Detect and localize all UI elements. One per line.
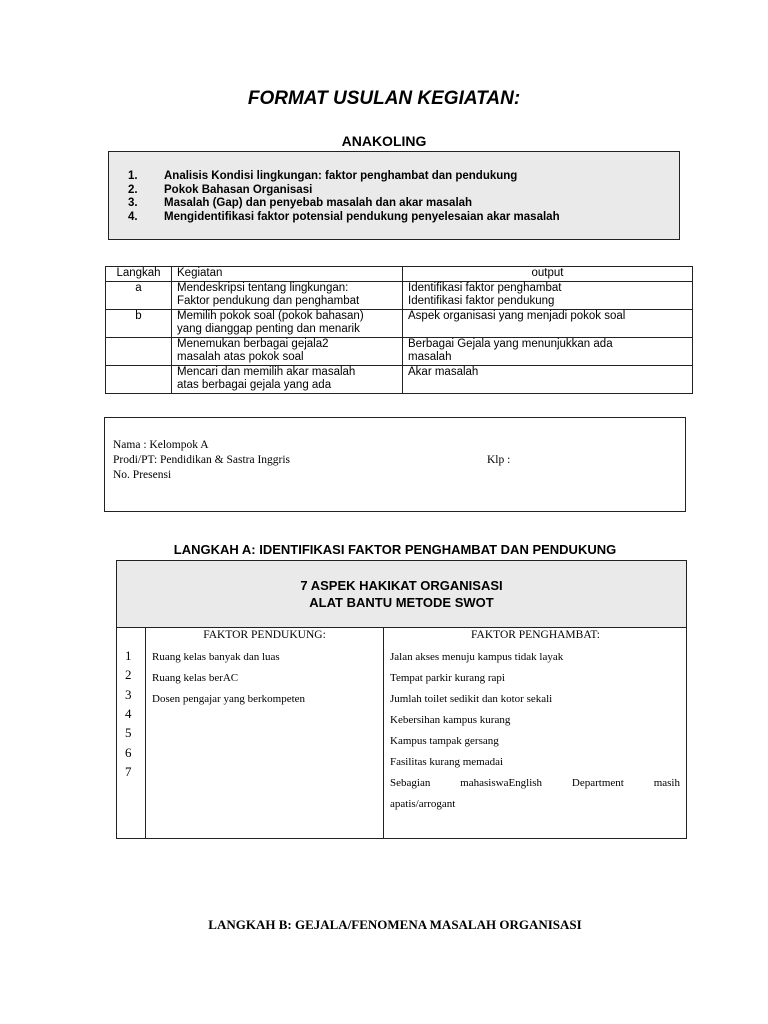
cell-output: Identifikasi faktor penghambat Identifikasi faktor pendukung — [403, 281, 693, 309]
cell-output: Akar masalah — [403, 365, 693, 393]
anakoling-item — [128, 170, 517, 182]
cell-kegiatan: Mencari dan memilih akar masalah atas berbagai gejala yang ada — [172, 365, 403, 393]
identity-box — [104, 417, 686, 512]
table-row — [106, 281, 693, 309]
penghambat-item: Jumlah toilet sedikit dan kotor sekali — [390, 693, 553, 705]
aspect-number: 7 — [125, 764, 132, 779]
aspect-number: 6 — [125, 745, 132, 760]
prodi-label: Prodi/PT: Pendidikan & Sastra Inggris — [113, 454, 291, 466]
swot-heading-line1: 7 ASPEK HAKIKAT ORGANISASI — [300, 578, 503, 593]
header-output: output — [403, 267, 693, 282]
page-title: FORMAT USULAN KEGIATAN: — [247, 88, 521, 109]
cell-langkah: b — [106, 309, 172, 337]
item-number: 3. — [128, 197, 138, 209]
col-penghambat-header: FAKTOR PENGHAMBAT: — [470, 629, 601, 641]
penghambat-item: Kebersihan kampus kurang — [390, 714, 511, 726]
anakoling-item — [128, 197, 472, 209]
swot-box — [116, 560, 687, 839]
langkah-b-heading: LANGKAH B: GEJALA/FENOMENA MASALAH ORGANISASI — [208, 917, 582, 932]
table-row — [106, 365, 693, 393]
column-divider — [145, 628, 146, 838]
pendukung-item: Ruang kelas banyak dan luas — [152, 651, 280, 663]
anakoling-item — [128, 211, 560, 223]
swot-heading — [117, 561, 686, 628]
penghambat-item: Tempat parkir kurang rapi — [390, 672, 505, 684]
header-kegiatan: Kegiatan — [172, 267, 403, 282]
penghambat-item: Sebagian mahasiswaEnglish Department masih — [390, 777, 680, 789]
item-text: Pokok Bahasan Organisasi — [164, 184, 313, 196]
cell-output: Aspek organisasi yang menjadi pokok soal — [403, 309, 693, 337]
cell-kegiatan: Mendeskripsi tentang lingkungan: Faktor pendukung dan penghambat — [172, 281, 403, 309]
item-text: Mengidentifikasi faktor potensial pendukung penyelesaian akar masalah — [164, 211, 560, 223]
table-row — [106, 337, 693, 365]
presensi-label: No. Presensi — [113, 469, 172, 481]
cell-langkah: a — [106, 281, 172, 309]
aspect-number: 5 — [125, 725, 132, 740]
pendukung-item: Ruang kelas berAC — [152, 672, 239, 684]
aspect-number: 1 — [125, 648, 132, 663]
aspect-number: 4 — [125, 706, 132, 721]
cell-kegiatan: Memilih pokok soal (pokok bahasan) yang dianggap penting dan menarik — [172, 309, 403, 337]
penghambat-item: Fasilitas kurang memadai — [390, 756, 504, 768]
anakoling-item — [128, 184, 312, 196]
table-header-row — [106, 267, 693, 282]
pendukung-item: Dosen pengajar yang berkompeten — [152, 693, 306, 705]
item-text: Analisis Kondisi lingkungan: faktor penghambat dan pendukung — [164, 170, 518, 182]
column-divider — [383, 628, 384, 838]
section-subtitle: ANAKOLING — [341, 133, 427, 149]
aspect-number: 2 — [125, 667, 132, 682]
item-number: 1. — [128, 170, 138, 182]
penghambat-item: Kampus tampak gersang — [390, 735, 499, 747]
cell-langkah — [106, 337, 172, 365]
table-row — [106, 309, 693, 337]
header-langkah: Langkah — [106, 267, 172, 282]
klp-label: Klp : — [487, 454, 511, 466]
langkah-a-heading: LANGKAH A: IDENTIFIKASI FAKTOR PENGHAMBAT DAN PENDUKUNG — [173, 542, 617, 557]
anakoling-box — [108, 151, 680, 240]
name-label: Nama : Kelompok A — [113, 439, 209, 451]
penghambat-item: Jalan akses menuju kampus tidak layak — [390, 651, 564, 663]
item-number: 2. — [128, 184, 138, 196]
item-text: Masalah (Gap) dan penyebab masalah dan akar masalah — [164, 197, 473, 209]
steps-table — [105, 266, 693, 394]
aspect-number: 3 — [125, 687, 132, 702]
item-number: 4. — [128, 211, 138, 223]
col-pendukung-header: FAKTOR PENDUKUNG: — [203, 629, 326, 641]
cell-kegiatan: Menemukan berbagai gejala2 masalah atas pokok soal — [172, 337, 403, 365]
swot-heading-line2: ALAT BANTU METODE SWOT — [309, 595, 494, 610]
cell-langkah — [106, 365, 172, 393]
cell-output: Berbagai Gejala yang menunjukkan ada masalah — [403, 337, 693, 365]
penghambat-item: apatis/arrogant — [390, 798, 456, 810]
